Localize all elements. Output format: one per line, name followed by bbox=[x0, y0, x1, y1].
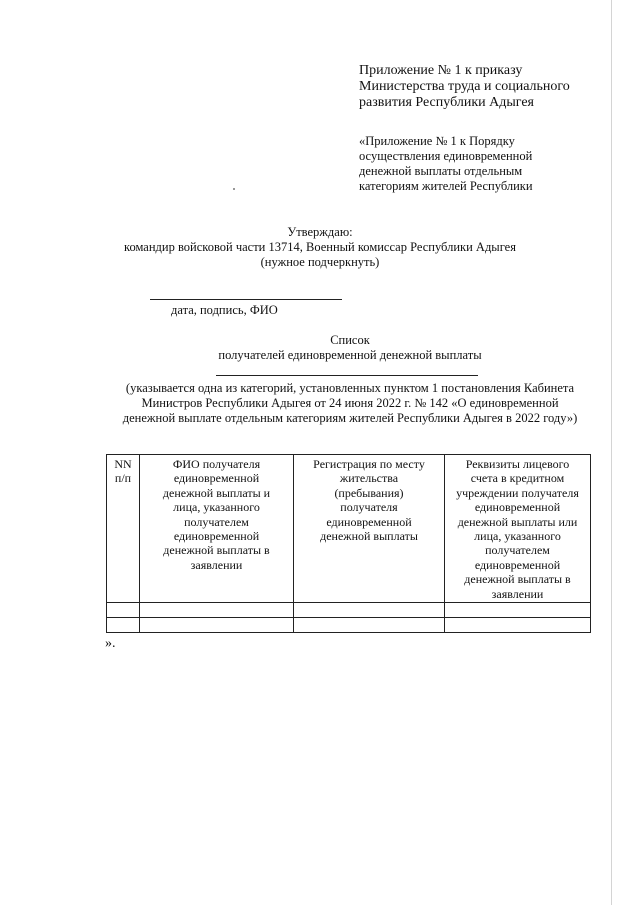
table-cell bbox=[445, 603, 591, 618]
appendix-header bbox=[359, 63, 609, 111]
list-title-block bbox=[110, 333, 590, 363]
table-cell bbox=[140, 603, 294, 618]
category-note bbox=[90, 381, 610, 426]
approval-line: (нужное подчеркнуть) bbox=[260, 255, 380, 269]
header-recipient-name: ФИО получателя единовременной денежной выплаты и лица, указанного получателем единовременной денежной выплаты в заявлении bbox=[140, 455, 294, 603]
approval-line: Утверждаю: bbox=[287, 225, 353, 239]
order-line: «Приложение № 1 к Порядку bbox=[359, 134, 515, 148]
list-subtitle: получателей единовременной денежной выплаты bbox=[218, 348, 482, 362]
closing-quote: ». bbox=[105, 636, 116, 651]
signature-caption: дата, подпись, ФИО bbox=[171, 303, 278, 317]
appendix-line: Приложение № 1 к приказу bbox=[359, 63, 523, 78]
table-cell bbox=[294, 603, 445, 618]
header-registration: Регистрация по месту жительства (пребывания) получателя единовременной денежной выплаты bbox=[294, 455, 445, 603]
signature-line bbox=[150, 299, 342, 300]
order-appendix-header bbox=[359, 134, 609, 194]
table-cell bbox=[107, 603, 140, 618]
category-blank-line bbox=[216, 375, 478, 376]
table-cell bbox=[107, 618, 140, 633]
scan-speck bbox=[233, 188, 235, 190]
table-cell bbox=[140, 618, 294, 633]
approval-line: командир войсковой части 13714, Военный комиссар Республики Адыгея bbox=[124, 240, 516, 254]
appendix-line: Министерства труда и социального bbox=[359, 79, 570, 94]
table-row bbox=[107, 603, 591, 618]
list-title: Список bbox=[330, 333, 370, 347]
note-line: (указывается одна из категорий, установленных пунктом 1 постановления Кабинета bbox=[125, 381, 575, 395]
note-line: Министров Республики Адыгея от 24 июня 2022 г. № 142 «О единовременной bbox=[141, 396, 559, 410]
header-number: NN п/п bbox=[107, 455, 140, 603]
header-account-details: Реквизиты лицевого счета в кредитном учреждении получателя единовременной денежной выплаты или лица, указанного получателем единовременной денежной выплаты в заявлении bbox=[445, 455, 591, 603]
table-cell bbox=[294, 618, 445, 633]
order-line: осуществления единовременной bbox=[359, 149, 533, 163]
appendix-line: развития Республики Адыгея bbox=[359, 95, 534, 110]
note-line: денежной выплате отдельным категориям жителей Республики Адыгея в 2022 году») bbox=[122, 411, 578, 425]
scan-edge-line bbox=[611, 0, 612, 905]
order-line: денежной выплаты отдельным bbox=[359, 164, 523, 178]
approval-block bbox=[110, 225, 530, 270]
order-line: категориям жителей Республики bbox=[359, 179, 533, 193]
recipients-table bbox=[106, 454, 591, 633]
table-cell bbox=[445, 618, 591, 633]
table-row bbox=[107, 618, 591, 633]
table-header-row bbox=[107, 455, 591, 603]
